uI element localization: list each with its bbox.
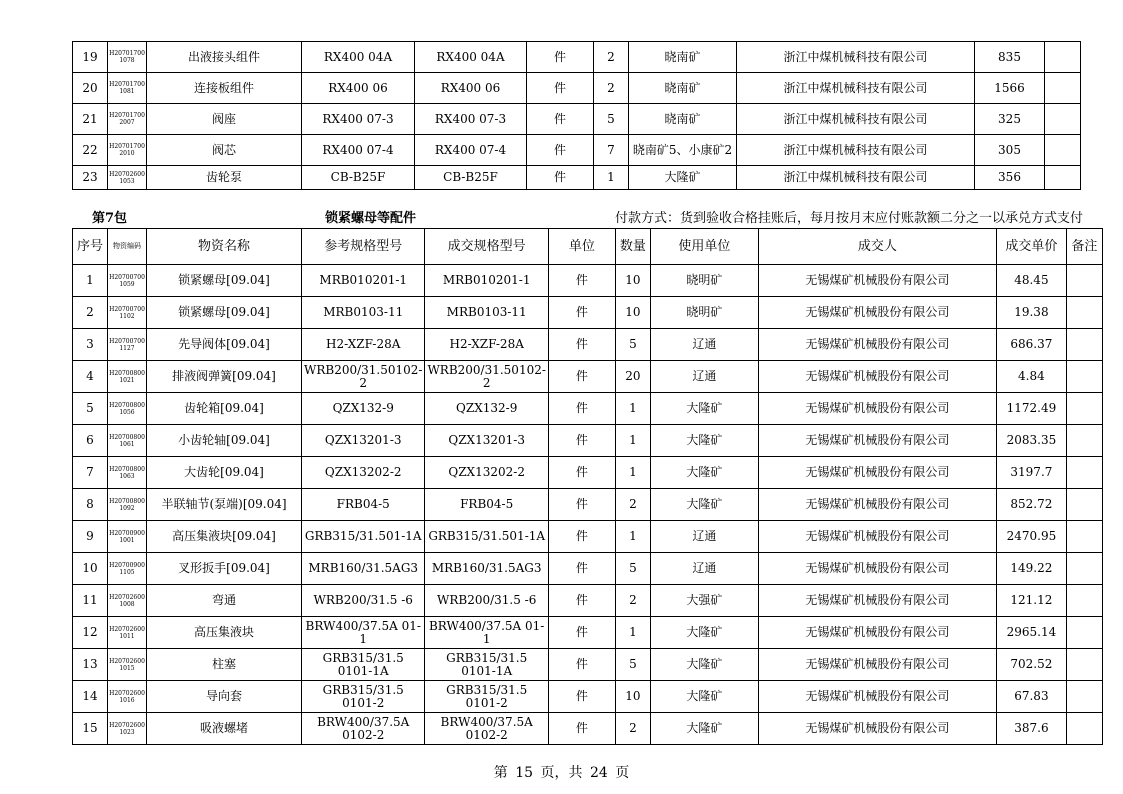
cell-no: 4 [73,361,108,393]
cell-unit: 件 [548,585,615,617]
cell-user: 大隆矿 [650,425,758,457]
package-7-table [72,228,1103,745]
cell-price: 702.52 [996,649,1066,681]
cell-code: H20700800 1061 [108,425,147,457]
cell-user: 大隆矿 [629,166,737,190]
header-remark: 备注 [1066,229,1102,265]
cell-name: 大齿轮[09.04] [147,457,302,489]
cell-code: H20702600 1008 [108,585,147,617]
cell-code: H20700800 1021 [108,361,147,393]
cell-remark [1066,585,1102,617]
cell-remark [1066,553,1102,585]
cell-price: 19.38 [996,297,1066,329]
cell-ref-spec: WRB200/31.50102-2 [302,361,425,393]
cell-name: 吸液螺堵 [147,713,302,745]
cell-dealer: 无锡煤矿机械股份有限公司 [758,361,996,393]
cell-deal-spec: MRB160/31.5AG3 [425,553,548,585]
cell-deal-spec: GRB315/31.5 0101-1A [425,649,548,681]
cell-no: 22 [73,135,108,166]
cell-deal-spec: GRB315/31.5 0101-2 [425,681,548,713]
cell-unit: 件 [527,135,594,166]
cell-ref-spec: RX400 07-4 [302,135,415,166]
table-row [73,73,1081,104]
cell-ref-spec: GRB315/31.501-1A [302,521,425,553]
cell-name: 出液接头组件 [147,42,302,73]
cell-qty: 5 [615,329,650,361]
cell-deal-spec: RX400 06 [415,73,527,104]
cell-name: 弯通 [147,585,302,617]
cell-price: 1172.49 [996,393,1066,425]
cell-qty: 5 [594,104,629,135]
cell-unit: 件 [548,489,615,521]
cell-no: 14 [73,681,108,713]
cell-unit: 件 [548,297,615,329]
cell-remark [1066,425,1102,457]
cell-deal-spec: RX400 04A [415,42,527,73]
cell-qty: 2 [615,489,650,521]
table-row [73,265,1103,297]
cell-qty: 10 [615,265,650,297]
cell-unit: 件 [548,649,615,681]
cell-qty: 1 [615,393,650,425]
cell-price: 2965.14 [996,617,1066,649]
cell-no: 2 [73,297,108,329]
cell-price: 305 [975,135,1045,166]
cell-user: 大隆矿 [650,617,758,649]
header-dealer: 成交人 [758,229,996,265]
cell-code: H20700700 1102 [108,297,147,329]
cell-dealer: 浙江中煤机械科技有限公司 [737,42,975,73]
cell-no: 6 [73,425,108,457]
cell-unit: 件 [527,42,594,73]
cell-code: H20700800 1063 [108,457,147,489]
table-row [73,681,1103,713]
cell-code: H20700900 1105 [108,553,147,585]
cell-no: 10 [73,553,108,585]
cell-unit: 件 [527,73,594,104]
cell-dealer: 无锡煤矿机械股份有限公司 [758,329,996,361]
cell-name: 齿轮泵 [147,166,302,190]
cell-user: 辽通 [650,329,758,361]
cell-user: 晓明矿 [650,297,758,329]
cell-price: 67.83 [996,681,1066,713]
cell-qty: 1 [615,617,650,649]
table-row [73,553,1103,585]
cell-ref-spec: QZX13202-2 [302,457,425,489]
cell-qty: 1 [594,166,629,190]
table-row [73,297,1103,329]
cell-name: 高压集液块[09.04] [147,521,302,553]
cell-no: 3 [73,329,108,361]
payment-terms: 付款方式：货到验收合格挂账后，每月按月末应付账款额二分之一以承兑方式支付 [614,211,1083,226]
cell-remark [1066,297,1102,329]
cell-price: 387.6 [996,713,1066,745]
cell-deal-spec: BRW400/37.5A 01-1 [425,617,548,649]
cell-name: 齿轮箱[09.04] [147,393,302,425]
cell-ref-spec: QZX13201-3 [302,425,425,457]
cell-user: 大隆矿 [650,489,758,521]
cell-remark [1045,104,1081,135]
cell-name: 导向套 [147,681,302,713]
table-row [73,617,1103,649]
cell-user: 晓南矿 [629,104,737,135]
header-ref-spec: 参考规格型号 [302,229,425,265]
cell-deal-spec: QZX132-9 [425,393,548,425]
cell-name: 阀座 [147,104,302,135]
cell-price: 852.72 [996,489,1066,521]
cell-ref-spec: BRW400/37.5A 01-1 [302,617,425,649]
cell-code: H20701700 2010 [108,135,147,166]
cell-price: 686.37 [996,329,1066,361]
table-row [73,649,1103,681]
cell-code: H20701700 2007 [108,104,147,135]
cell-name: 排液阀弹簧[09.04] [147,361,302,393]
header-unit: 单位 [548,229,615,265]
cell-deal-spec: H2-XZF-28A [425,329,548,361]
cell-code: H20700800 1056 [108,393,147,425]
cell-user: 大隆矿 [650,713,758,745]
cell-dealer: 无锡煤矿机械股份有限公司 [758,457,996,489]
cell-price: 2083.35 [996,425,1066,457]
cell-unit: 件 [548,361,615,393]
cell-dealer: 浙江中煤机械科技有限公司 [737,104,975,135]
cell-remark [1066,265,1102,297]
cell-remark [1066,489,1102,521]
cell-dealer: 无锡煤矿机械股份有限公司 [758,489,996,521]
package-number: 第7包 [92,211,128,226]
cell-price: 1566 [975,73,1045,104]
cell-name: 阀芯 [147,135,302,166]
cell-deal-spec: QZX13201-3 [425,425,548,457]
cell-ref-spec: BRW400/37.5A 0102-2 [302,713,425,745]
cell-ref-spec: RX400 06 [302,73,415,104]
table-row [73,361,1103,393]
cell-dealer: 无锡煤矿机械股份有限公司 [758,585,996,617]
cell-price: 2470.95 [996,521,1066,553]
cell-no: 19 [73,42,108,73]
table-row [73,489,1103,521]
cell-user: 晓南矿 [629,73,737,104]
table-row [73,393,1103,425]
cell-ref-spec: H2-XZF-28A [302,329,425,361]
header-qty: 数量 [615,229,650,265]
cell-remark [1045,42,1081,73]
cell-no: 12 [73,617,108,649]
cell-deal-spec: GRB315/31.501-1A [425,521,548,553]
cell-unit: 件 [548,681,615,713]
cell-ref-spec: MRB0103-11 [302,297,425,329]
cell-code: H20701700 1078 [108,42,147,73]
cell-dealer: 无锡煤矿机械股份有限公司 [758,649,996,681]
table-row [73,521,1103,553]
cell-dealer: 无锡煤矿机械股份有限公司 [758,393,996,425]
cell-unit: 件 [548,265,615,297]
cell-deal-spec: FRB04-5 [425,489,548,521]
cell-code: H20702600 1016 [108,681,147,713]
cell-unit: 件 [548,521,615,553]
table-row [73,457,1103,489]
cell-price: 325 [975,104,1045,135]
cell-ref-spec: CB-B25F [302,166,415,190]
cell-name: 锁紧螺母[09.04] [147,297,302,329]
table-row [73,42,1081,73]
cell-price: 48.45 [996,265,1066,297]
page-footer: 第 15 页，共 24 页 [493,765,630,781]
cell-unit: 件 [548,713,615,745]
cell-dealer: 无锡煤矿机械股份有限公司 [758,265,996,297]
cell-no: 7 [73,457,108,489]
header-price: 成交单价 [996,229,1066,265]
cell-dealer: 浙江中煤机械科技有限公司 [737,135,975,166]
cell-unit: 件 [548,553,615,585]
cell-name: 连接板组件 [147,73,302,104]
cell-ref-spec: FRB04-5 [302,489,425,521]
cell-remark [1045,73,1081,104]
cell-dealer: 浙江中煤机械科技有限公司 [737,73,975,104]
cell-price: 356 [975,166,1045,190]
cell-price: 3197.7 [996,457,1066,489]
table-row [73,135,1081,166]
cell-no: 23 [73,166,108,190]
cell-user: 晓明矿 [650,265,758,297]
cell-deal-spec: MRB0103-11 [425,297,548,329]
cell-user: 大隆矿 [650,681,758,713]
cell-name: 叉形扳手[09.04] [147,553,302,585]
cell-no: 13 [73,649,108,681]
cell-remark [1066,361,1102,393]
cell-remark [1066,649,1102,681]
cell-user: 晓南矿 [629,42,737,73]
cell-user: 大隆矿 [650,649,758,681]
cell-ref-spec: RX400 04A [302,42,415,73]
cell-qty: 1 [615,425,650,457]
cell-qty: 20 [615,361,650,393]
cell-ref-spec: GRB315/31.5 0101-2 [302,681,425,713]
cell-unit: 件 [548,457,615,489]
cell-user: 大隆矿 [650,393,758,425]
table-row [73,166,1081,190]
cell-ref-spec: RX400 07-3 [302,104,415,135]
cell-remark [1066,457,1102,489]
cell-code: H20700700 1059 [108,265,147,297]
cell-remark [1066,329,1102,361]
cell-deal-spec: CB-B25F [415,166,527,190]
header-code: 物资编码 [108,229,147,265]
cell-remark [1066,521,1102,553]
cell-remark [1066,713,1102,745]
cell-name: 半联轴节(泵端)[09.04] [147,489,302,521]
header-name: 物资名称 [147,229,302,265]
cell-no: 8 [73,489,108,521]
cell-code: H20700700 1127 [108,329,147,361]
cell-deal-spec: QZX13202-2 [425,457,548,489]
cell-user: 晓南矿5、小康矿2 [629,135,737,166]
cell-qty: 10 [615,681,650,713]
table-row [73,329,1103,361]
cell-price: 121.12 [996,585,1066,617]
cell-dealer: 无锡煤矿机械股份有限公司 [758,297,996,329]
cell-code: H20700900 1001 [108,521,147,553]
cell-unit: 件 [527,166,594,190]
cell-ref-spec: QZX132-9 [302,393,425,425]
cell-qty: 2 [615,585,650,617]
cell-user: 辽通 [650,361,758,393]
previous-package-table [72,41,1081,190]
cell-no: 20 [73,73,108,104]
cell-deal-spec: WRB200/31.5 -6 [425,585,548,617]
cell-name: 小齿轮轴[09.04] [147,425,302,457]
table-row [73,585,1103,617]
cell-user: 辽通 [650,553,758,585]
cell-no: 15 [73,713,108,745]
package-title-bar [72,211,1087,227]
cell-deal-spec: WRB200/31.50102-2 [425,361,548,393]
cell-dealer: 无锡煤矿机械股份有限公司 [758,553,996,585]
cell-qty: 1 [615,521,650,553]
cell-unit: 件 [548,425,615,457]
cell-qty: 2 [594,42,629,73]
cell-name: 柱塞 [147,649,302,681]
cell-deal-spec: RX400 07-3 [415,104,527,135]
cell-qty: 1 [615,457,650,489]
cell-user: 大强矿 [650,585,758,617]
table-row [73,425,1103,457]
cell-ref-spec: WRB200/31.5 -6 [302,585,425,617]
cell-dealer: 浙江中煤机械科技有限公司 [737,166,975,190]
cell-dealer: 无锡煤矿机械股份有限公司 [758,681,996,713]
package-title: 锁紧螺母等配件 [325,211,417,226]
table-row [73,104,1081,135]
cell-code: H20701700 1081 [108,73,147,104]
cell-code: H20700800 1092 [108,489,147,521]
cell-dealer: 无锡煤矿机械股份有限公司 [758,521,996,553]
cell-remark [1066,617,1102,649]
cell-unit: 件 [548,329,615,361]
cell-dealer: 无锡煤矿机械股份有限公司 [758,713,996,745]
cell-code: H20702600 1011 [108,617,147,649]
cell-unit: 件 [548,393,615,425]
cell-price: 835 [975,42,1045,73]
header-no: 序号 [73,229,108,265]
cell-remark [1045,166,1081,190]
cell-qty: 10 [615,297,650,329]
cell-dealer: 无锡煤矿机械股份有限公司 [758,425,996,457]
cell-no: 9 [73,521,108,553]
cell-name: 高压集液块 [147,617,302,649]
table-row [73,713,1103,745]
cell-code: H20702600 1023 [108,713,147,745]
cell-deal-spec: MRB010201-1 [425,265,548,297]
cell-user: 辽通 [650,521,758,553]
cell-qty: 2 [615,713,650,745]
cell-unit: 件 [527,104,594,135]
cell-no: 11 [73,585,108,617]
cell-qty: 5 [615,553,650,585]
cell-ref-spec: MRB010201-1 [302,265,425,297]
header-user: 使用单位 [650,229,758,265]
cell-qty: 5 [615,649,650,681]
cell-qty: 2 [594,73,629,104]
table-header-row [73,229,1103,265]
cell-no: 1 [73,265,108,297]
cell-price: 149.22 [996,553,1066,585]
cell-unit: 件 [548,617,615,649]
cell-code: H20702600 1053 [108,166,147,190]
cell-ref-spec: GRB315/31.5 0101-1A [302,649,425,681]
cell-no: 21 [73,104,108,135]
cell-remark [1045,135,1081,166]
cell-user: 大隆矿 [650,457,758,489]
cell-remark [1066,681,1102,713]
cell-name: 先导阀体[09.04] [147,329,302,361]
cell-name: 锁紧螺母[09.04] [147,265,302,297]
cell-code: H20702600 1015 [108,649,147,681]
cell-no: 5 [73,393,108,425]
cell-qty: 7 [594,135,629,166]
cell-dealer: 无锡煤矿机械股份有限公司 [758,617,996,649]
cell-price: 4.84 [996,361,1066,393]
cell-remark [1066,393,1102,425]
cell-deal-spec: BRW400/37.5A 0102-2 [425,713,548,745]
header-deal-spec: 成交规格型号 [425,229,548,265]
cell-ref-spec: MRB160/31.5AG3 [302,553,425,585]
cell-deal-spec: RX400 07-4 [415,135,527,166]
